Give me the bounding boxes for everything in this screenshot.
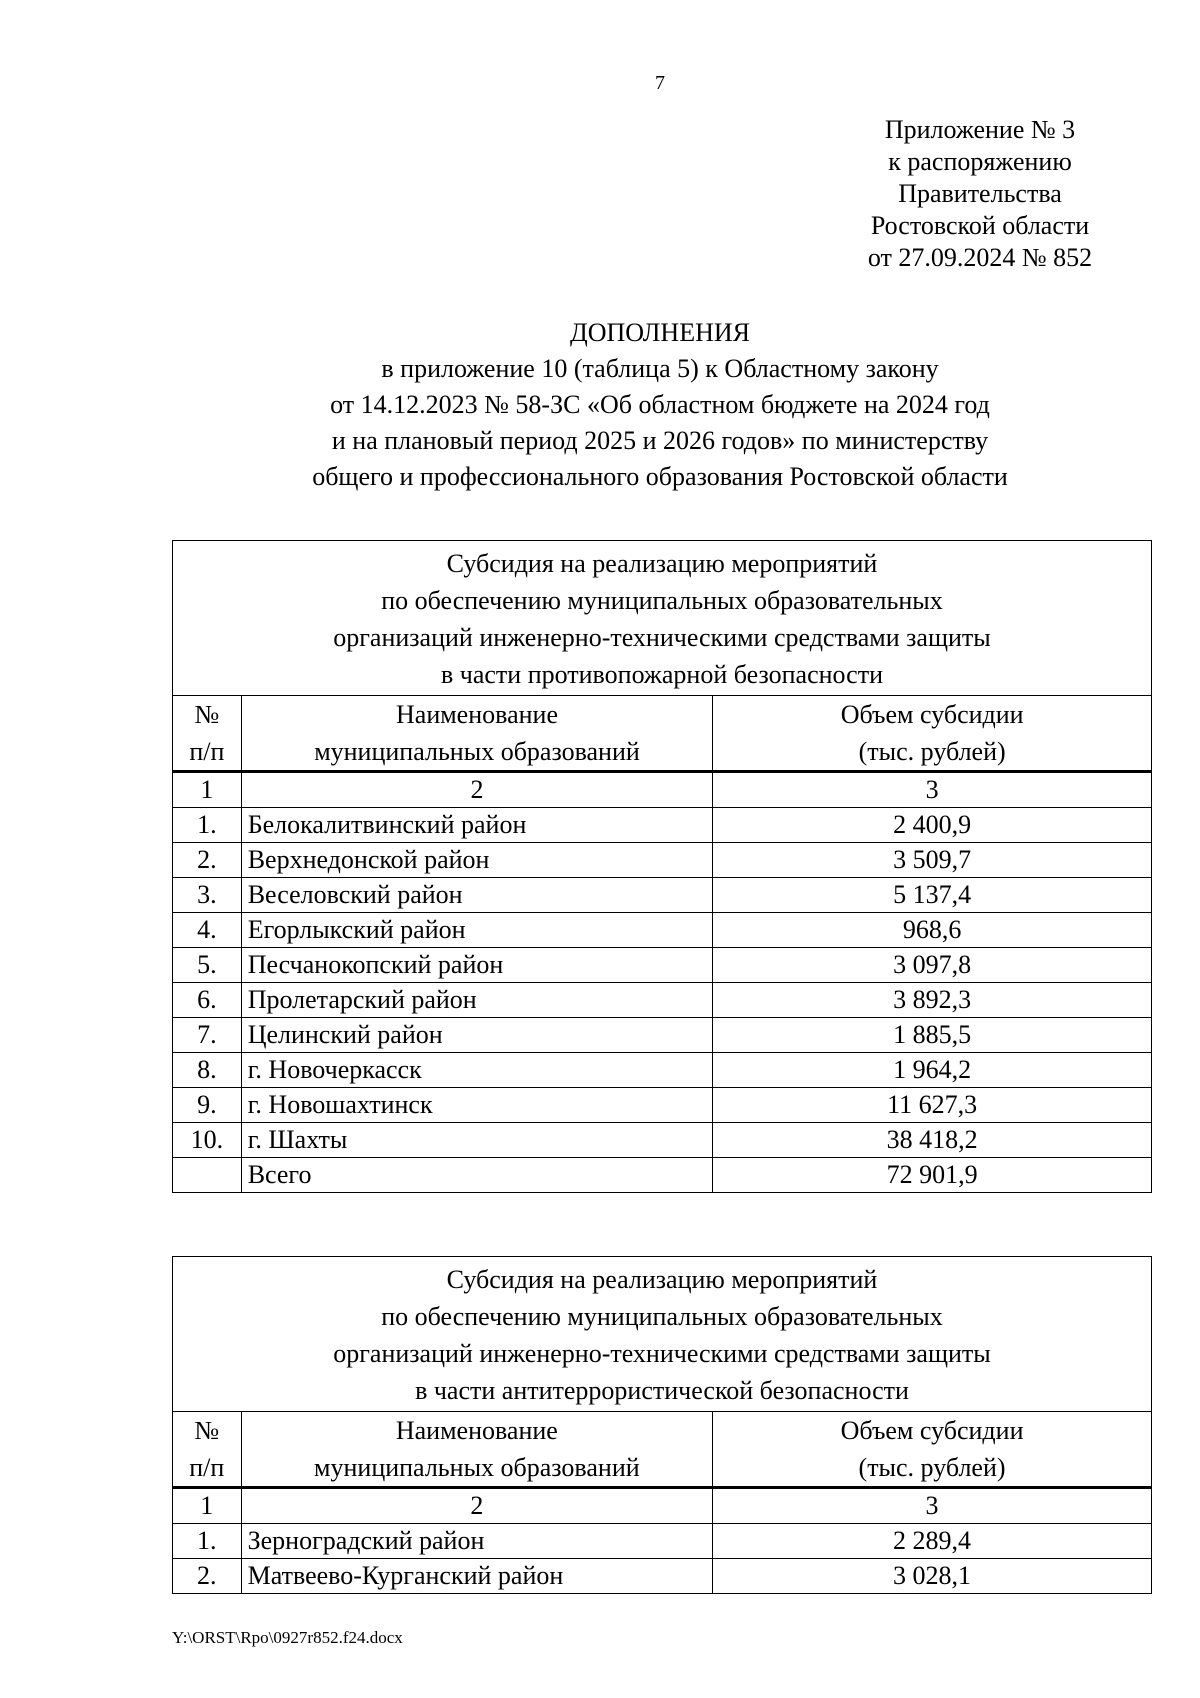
row-name: г. Новошахтинск (241, 1088, 713, 1123)
column-header-line: п/п (189, 737, 225, 766)
subsidy-table-antiterror-safety (172, 1256, 1152, 1594)
table-row (173, 808, 1152, 843)
column-header-line: муниципальных образований (314, 737, 640, 766)
table-title (173, 1257, 1152, 1412)
row-value: 3 509,7 (713, 843, 1152, 878)
table-row (173, 983, 1152, 1018)
row-name: Песчанокопский район (241, 948, 713, 983)
column-header-row (173, 1412, 1152, 1488)
row-value: 2 400,9 (713, 808, 1152, 843)
column-index: 2 (241, 772, 713, 808)
row-name: Белокалитвинский район (241, 808, 713, 843)
row-number: 9. (173, 1088, 242, 1123)
table-title-line: по обеспечению муниципальных образовательных (381, 586, 943, 615)
table-row (173, 843, 1152, 878)
row-number (173, 1158, 242, 1193)
column-header-volume (713, 696, 1152, 772)
table-row (173, 1123, 1152, 1158)
row-name: Веселовский район (241, 878, 713, 913)
row-value: 5 137,4 (713, 878, 1152, 913)
column-index-row (173, 1488, 1152, 1524)
title-line: общего и профессионального образования Ростовской области (312, 462, 1008, 491)
column-index: 1 (173, 772, 242, 808)
column-header-line: Объем субсидии (840, 1416, 1024, 1445)
appendix-block (840, 114, 1120, 274)
row-value: 38 418,2 (713, 1123, 1152, 1158)
column-index: 2 (241, 1488, 712, 1524)
column-header-line: № (194, 1416, 220, 1445)
column-header-volume (713, 1412, 1152, 1488)
row-name: г. Новочеркасск (241, 1053, 713, 1088)
table-title-line: в части антитеррористической безопасности (415, 1376, 909, 1405)
row-number: 2. (173, 843, 242, 878)
table-title-row (173, 541, 1152, 696)
table-total-row (173, 1158, 1152, 1193)
table-row (173, 1524, 1152, 1559)
title-line: и на плановый период 2025 и 2026 годов» по министерству (331, 426, 989, 455)
appendix-line: Ростовской области (870, 211, 1090, 240)
table-title-line: организаций инженерно-техническими средствами защиты (333, 623, 991, 652)
appendix-line: от 27.09.2024 № 852 (867, 243, 1093, 272)
row-number: 2. (173, 1559, 242, 1594)
title-line: от 14.12.2023 № 58-ЗС «Об областном бюджете на 2024 год (330, 390, 990, 419)
table-row (173, 1018, 1152, 1053)
row-value: 968,6 (713, 913, 1152, 948)
table-title (173, 541, 1152, 696)
column-header-line: Наименование (395, 1416, 558, 1445)
column-index: 3 (713, 772, 1152, 808)
column-index-row (173, 772, 1152, 808)
column-header-row (173, 696, 1152, 772)
appendix-line: Приложение № 3 (884, 115, 1076, 144)
table-title-line: Субсидия на реализацию мероприятий (446, 549, 878, 578)
row-name: Егорлыкский район (241, 913, 713, 948)
subsidy-table-fire-safety (172, 540, 1152, 1193)
table-title-line: Субсидия на реализацию мероприятий (446, 1265, 878, 1294)
row-name: Целинский район (241, 1018, 713, 1053)
row-value: 3 892,3 (713, 983, 1152, 1018)
row-number: 1. (173, 808, 242, 843)
row-name: Матвеево-Курганский район (241, 1559, 712, 1594)
row-number: 7. (173, 1018, 242, 1053)
column-header-line: № (194, 700, 220, 729)
row-value: 11 627,3 (713, 1088, 1152, 1123)
table-title-row (173, 1257, 1152, 1412)
column-header-line: п/п (189, 1453, 225, 1482)
table-title-line: организаций инженерно-техническими средствами защиты (333, 1339, 991, 1368)
table-row (173, 913, 1152, 948)
column-header-number (173, 696, 242, 772)
row-value: 3 028,1 (713, 1559, 1152, 1594)
column-header-number (173, 1412, 242, 1488)
table-row (173, 948, 1152, 983)
total-value: 72 901,9 (713, 1158, 1152, 1193)
title-line: в приложение 10 (таблица 5) к Областному закону (381, 354, 939, 383)
column-header-line: (тыс. рублей) (858, 1453, 1006, 1482)
column-header-line: (тыс. рублей) (858, 737, 1006, 766)
table-title-line: в части противопожарной безопасности (441, 660, 883, 689)
total-label: Всего (241, 1158, 713, 1193)
row-number: 8. (173, 1053, 242, 1088)
page-number: 7 (655, 72, 665, 94)
appendix-line: к распоряжению (888, 147, 1072, 176)
row-number: 10. (173, 1123, 242, 1158)
appendix-line: Правительства (898, 179, 1062, 208)
row-value: 1 964,2 (713, 1053, 1152, 1088)
table-row (173, 878, 1152, 913)
title-heading: ДОПОЛНЕНИЯ (570, 318, 750, 347)
row-number: 3. (173, 878, 242, 913)
row-value: 3 097,8 (713, 948, 1152, 983)
table-row (173, 1053, 1152, 1088)
column-index: 3 (713, 1488, 1152, 1524)
file-path-footer: Y:\ORST\Rpo\0927r852.f24.docx (172, 1628, 403, 1647)
row-number: 1. (173, 1524, 242, 1559)
column-header-line: Объем субсидии (840, 700, 1024, 729)
column-header-line: Наименование (396, 700, 558, 729)
row-value: 2 289,4 (713, 1524, 1152, 1559)
table-row (173, 1088, 1152, 1123)
column-header-line: муниципальных образований (314, 1453, 640, 1482)
row-number: 5. (173, 948, 242, 983)
row-number: 4. (173, 913, 242, 948)
row-name: Пролетарский район (241, 983, 713, 1018)
column-header-name (241, 1412, 712, 1488)
row-number: 6. (173, 983, 242, 1018)
table-title-line: по обеспечению муниципальных образовательных (381, 1302, 943, 1331)
table-row (173, 1559, 1152, 1594)
row-name: г. Шахты (241, 1123, 713, 1158)
column-index: 1 (173, 1488, 242, 1524)
document-title (0, 315, 1200, 495)
column-header-name (241, 696, 713, 772)
row-name: Зерноградский район (241, 1524, 712, 1559)
row-value: 1 885,5 (713, 1018, 1152, 1053)
row-name: Верхнедонской район (241, 843, 713, 878)
